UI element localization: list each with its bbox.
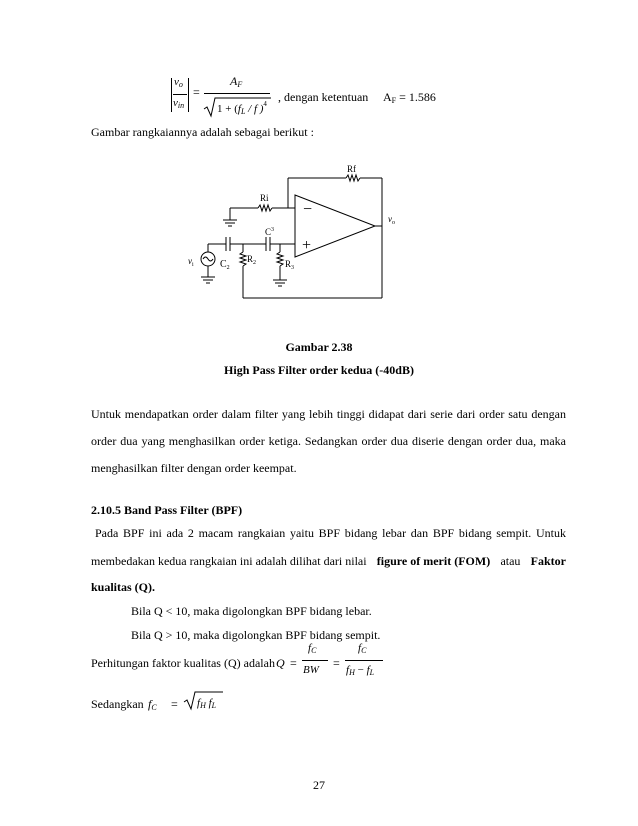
af-value: $A_F = 1.586$	[383, 90, 436, 105]
q-symbol: Q	[276, 656, 285, 670]
abs-bar-left	[171, 78, 172, 112]
rf-label: Rf	[347, 164, 356, 174]
vin-symbol: $v_{in}$	[173, 97, 185, 110]
q-equals-2: =	[333, 656, 340, 670]
ri-label: Ri	[260, 193, 269, 203]
fc-numerator-1: $f_C$	[308, 642, 317, 655]
fh-fl-product: $f_H$ $f_L$	[197, 697, 217, 710]
minus-sign: −	[303, 201, 313, 218]
abs-bar-right	[188, 78, 189, 112]
formula-fc-label: Sedangkan	[91, 697, 144, 711]
sqrt-content: $1 + (f_L / f$ )$^4$	[217, 100, 267, 116]
fc-equals: =	[171, 697, 178, 711]
q-equals: =	[290, 656, 297, 670]
vo-symbol: $v_o$	[174, 76, 183, 89]
fh-minus-fl: $f_H - f_L$	[346, 664, 375, 677]
r3-label: $R_3$	[285, 259, 295, 271]
paragraph1-line1: Untuk mendapatkan order dalam filter yang lebih tinggi didapat dari serie dari order satu dengan	[91, 407, 566, 421]
formula-q-label: Perhitungan faktor kualitas (Q) adalah	[91, 656, 275, 670]
paragraph1-line3: menghasilkan filter dengan order keempat.	[91, 461, 297, 475]
fc-numerator-2: $f_C$	[358, 642, 367, 655]
condition-text: , dengan ketentuan	[278, 90, 369, 104]
af-numerator: $A_F$	[230, 74, 243, 89]
paragraph2-line1: Pada BPF ini ada 2 macam rangkaian yaitu BPF bidang lebar dan BPF bidang sempit. Untuk	[95, 526, 566, 540]
section-heading: 2.10.5 Band Pass Filter (BPF)	[91, 503, 243, 517]
figure-caption: High Pass Filter order kedua (-40dB)	[224, 363, 414, 377]
equals-sign: =	[193, 85, 200, 99]
bw-denominator: BW	[303, 664, 319, 676]
high-pass-filter-circuit	[180, 160, 420, 305]
plus-sign: +	[302, 237, 312, 254]
page-number: 27	[313, 778, 325, 792]
bullet-q-less-10: Bila Q < 10, maka digolongkan BPF bidang lebar.	[131, 604, 372, 618]
paragraph1-line2: order dua yang menghasilkan order ketiga. Sedangkan order dua diserie dengan order dua, maka	[91, 434, 566, 448]
c3-label: $C^3$	[265, 227, 275, 237]
vo-label: $v_o$	[388, 214, 395, 226]
bullet-q-greater-10: Bila Q > 10, maka digolongkan BPF bidang sempit.	[131, 628, 381, 642]
fc-symbol: $f_C$	[148, 697, 157, 712]
figure-number: Gambar 2.38	[285, 340, 353, 354]
paragraph2-line2: membedakan kedua rangkaian ini adalah dilihat dari nilai figure of merit (FOM) atau Faktor	[91, 554, 566, 568]
paragraph2-line3: kualitas (Q).	[91, 580, 156, 594]
intro-line: Gambar rangkaiannya adalah sebagai berikut :	[91, 125, 314, 139]
c2-label: $C_2$	[220, 259, 230, 271]
vi-label: $v_i$	[188, 256, 194, 268]
r2-label: $R_2$	[247, 254, 257, 266]
